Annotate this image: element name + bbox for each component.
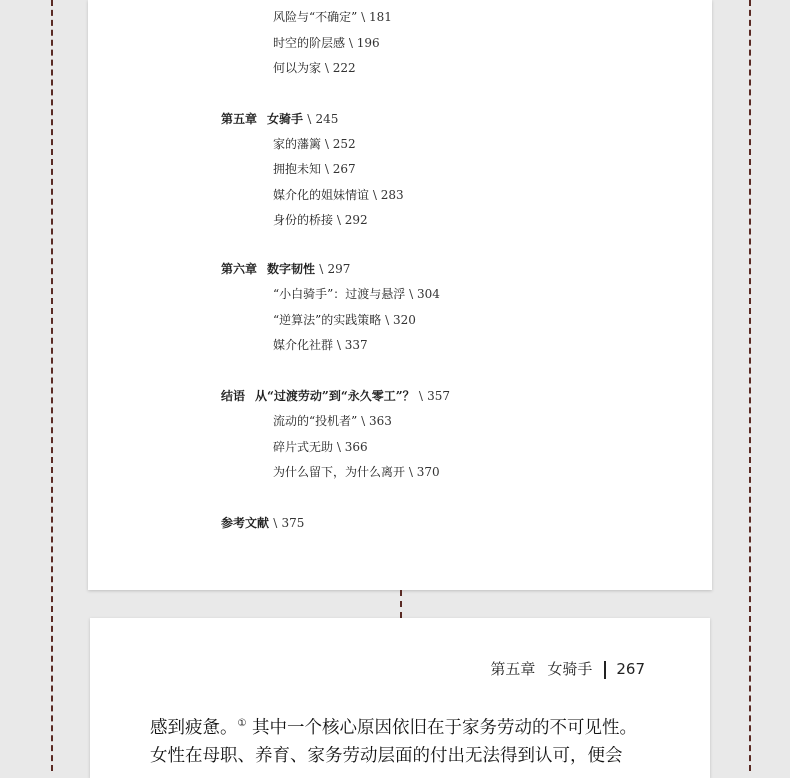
toc-entry — [273, 9, 392, 25]
header-page-number: 267 — [616, 660, 645, 678]
body-text-start: 感到疲惫。 — [150, 717, 238, 738]
toc-page-number: 222 — [332, 61, 356, 75]
toc-sep: \ — [409, 287, 414, 301]
running-header — [490, 658, 645, 679]
footnote-marker: ① — [237, 718, 247, 729]
toc-page-number: 304 — [416, 287, 440, 301]
toc-entry — [273, 161, 356, 177]
toc-entry — [273, 312, 416, 328]
toc-entry-title: 为什么留下，为什么离开 — [273, 465, 406, 479]
toc-page-number: 357 — [427, 389, 450, 403]
references-title: 参考文献 — [221, 516, 270, 530]
toc-sep: \ — [336, 338, 341, 352]
header-divider — [604, 661, 606, 679]
body-text-rest: 其中一个核心原因依旧在于家务劳动的不可见性。 — [246, 717, 638, 738]
toc-page-number: 370 — [416, 465, 440, 479]
chapter-title: 数字韧性 — [267, 262, 316, 276]
toc-page-number: 320 — [392, 313, 416, 327]
toc-entry — [273, 439, 368, 455]
toc-entry-title: 风险与“不确定” — [273, 10, 358, 24]
toc-entry-title: 拥抱未知 — [273, 162, 322, 176]
toc-sep: \ — [372, 188, 377, 202]
toc-page-number: 252 — [332, 137, 356, 151]
toc-entry — [273, 413, 392, 429]
toc-entry-title: “逆算法”的实践策略 — [273, 313, 382, 327]
toc-page-number: 363 — [368, 414, 392, 428]
toc-sep: \ — [273, 516, 278, 530]
body-line-2: 女性在母职、养育、家务劳动层面的付出无法得到认可，便会 — [150, 746, 623, 766]
toc-entry — [273, 35, 380, 51]
toc-page-number: 245 — [315, 112, 339, 126]
toc-entry-title: 碎片式无助 — [273, 440, 334, 454]
toc-sep: \ — [307, 112, 312, 126]
chapter-label: 结语 — [221, 389, 246, 403]
toc-page-number: 375 — [281, 516, 305, 530]
toc-sep: \ — [348, 36, 353, 50]
toc-sep: \ — [418, 389, 423, 403]
toc-sep: \ — [361, 10, 366, 24]
toc-page-number: 366 — [344, 440, 368, 454]
toc-entry-title: 时空的阶层感 — [273, 36, 346, 50]
toc-entry — [273, 136, 356, 152]
toc-entry-title: 媒介化社群 — [273, 338, 334, 352]
toc-sep: \ — [324, 137, 329, 151]
toc-page-number: 292 — [344, 213, 368, 227]
toc-entry — [273, 286, 440, 302]
toc-entry-title: 媒介化的姐妹情谊 — [273, 188, 370, 202]
toc-sep: \ — [361, 414, 366, 428]
toc-conclusion — [221, 388, 450, 404]
toc-entry-title: 家的藩篱 — [273, 137, 322, 151]
right-dashed-border — [749, 0, 751, 771]
header-title: 女骑手 — [547, 660, 593, 678]
toc-entry-title: 流动的“投机者” — [273, 414, 358, 428]
toc-entry-title: “小白骑手”：过渡与悬浮 — [273, 287, 406, 301]
connector-dashed-line — [400, 590, 402, 618]
toc-page-number: 337 — [344, 338, 368, 352]
toc-page-number: 283 — [380, 188, 404, 202]
toc-entry — [273, 464, 440, 480]
toc-sep: \ — [324, 61, 329, 75]
toc-sep: \ — [336, 440, 341, 454]
toc-entry-title: 何以为家 — [273, 61, 322, 75]
toc-sep: \ — [319, 262, 324, 276]
chapter-label: 第五章 — [221, 112, 258, 126]
header-chapter: 第五章 — [490, 660, 536, 678]
body-line-1 — [150, 712, 660, 740]
toc-chapter-5 — [221, 111, 338, 127]
chapter-title: 女骑手 — [267, 112, 304, 126]
toc-sep: \ — [336, 213, 341, 227]
toc-chapter-6 — [221, 261, 350, 277]
toc-entry-title: 身份的桥接 — [273, 213, 334, 227]
toc-entry — [273, 60, 356, 76]
toc-sep: \ — [408, 465, 413, 479]
toc-references — [221, 515, 304, 531]
toc-sep: \ — [324, 162, 329, 176]
chapter-title: 从“过渡劳动”到“永久零工”？ — [255, 389, 415, 403]
toc-entry — [273, 187, 404, 203]
toc-page-number: 196 — [356, 36, 380, 50]
toc-sep: \ — [385, 313, 390, 327]
toc-page-number: 297 — [327, 262, 351, 276]
toc-entry — [273, 212, 368, 228]
toc-page-number: 267 — [332, 162, 356, 176]
chapter-label: 第六章 — [221, 262, 258, 276]
toc-entry — [273, 337, 368, 353]
toc-page-number: 181 — [368, 10, 392, 24]
left-dashed-border — [51, 0, 53, 771]
